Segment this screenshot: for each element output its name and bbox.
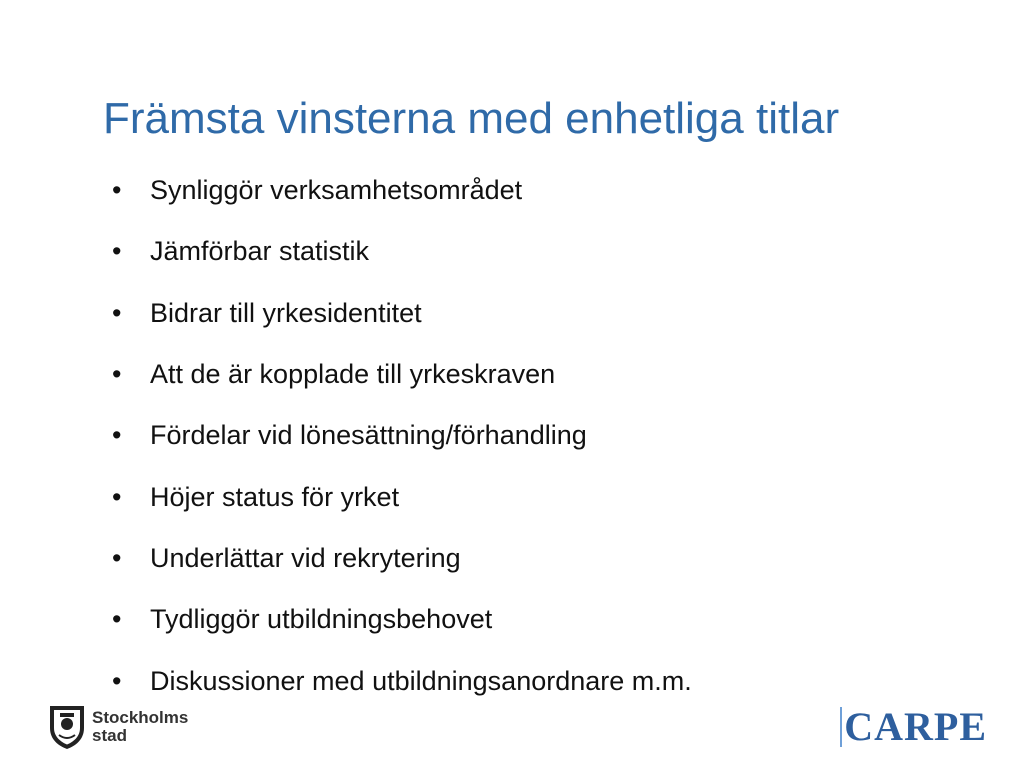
bullet-icon: • (112, 359, 122, 390)
list-item (112, 160, 692, 221)
bullet-icon: • (112, 420, 122, 451)
bullet-text: Diskussioner med utbildningsanordnare m.m. (150, 665, 692, 696)
bullet-text: Höjer status för yrket (150, 481, 400, 512)
list-item (112, 589, 692, 650)
bullet-text: Underlättar vid rekrytering (150, 542, 461, 573)
bullet-icon: • (112, 236, 122, 267)
list-item (112, 528, 692, 589)
org-name-line1: Stockholms (92, 708, 189, 727)
bullet-icon: • (112, 481, 122, 512)
bullet-text: Att de är kopplade till yrkeskraven (150, 359, 556, 390)
list-item (112, 221, 692, 282)
list-item (112, 650, 692, 711)
list-item (112, 344, 692, 405)
list-item (112, 405, 692, 466)
bullet-text: Fördelar vid lönesättning/förhandling (150, 420, 587, 451)
carpe-logo (840, 704, 987, 750)
bullet-text: Jämförbar statistik (150, 236, 370, 267)
bullet-list (112, 160, 692, 712)
stockholm-crest-icon (48, 704, 86, 750)
org-name-line2: stad (92, 726, 127, 745)
org-name (92, 709, 188, 745)
carpe-logo-text: CARPE (844, 704, 987, 749)
carpe-logo-bar (840, 707, 842, 747)
bullet-icon: • (112, 542, 122, 573)
bullet-icon: • (112, 297, 122, 328)
bullet-icon: • (112, 665, 122, 696)
bullet-icon: • (112, 175, 122, 206)
bullet-icon: • (112, 604, 122, 635)
bullet-text: Tydliggör utbildningsbehovet (150, 604, 493, 635)
list-item (112, 283, 692, 344)
slide-title: Främsta vinsterna med enhetliga titlar (103, 94, 840, 143)
stockholms-stad-logo (48, 704, 188, 750)
bullet-text: Bidrar till yrkesidentitet (150, 297, 422, 328)
list-item (112, 466, 692, 527)
bullet-text: Synliggör verksamhetsområdet (150, 175, 523, 206)
